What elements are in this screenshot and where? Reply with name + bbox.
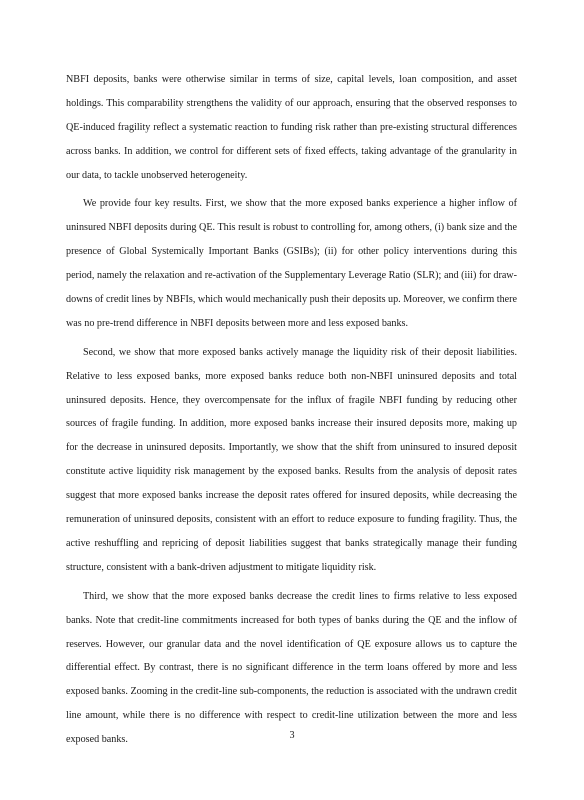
page-number: 3 <box>289 730 295 741</box>
paragraph-second-result: Second, we show that more exposed banks actively manage the liquidity risk of their deposit liabilities. Relative to less exposed banks, more exposed banks reduce both non-NBFI uninsured deposits and total uninsured deposits. Hence, they overcompensate for the influx of fragile NBFI funding by reducing other sources of fragile funding. In addition, more exposed banks increase their insured deposits more, making up for the decrease in uninsured deposits. Importantly, we show that the shift from uninsured to insured deposit constitute active liquidity risk management by the exposed banks. Results from the analysis of deposit rates suggest that more exposed banks increase the deposit rates offered for insured deposits, while decreasing the remuneration of uninsured deposits, consistent with an effort to reduce exposure to funding fragility. Thus, the active reshuffling and repricing of deposit liabilities suggest that banks strategically manage their funding structure, consistent with a bank-driven adjustment to mitigate liquidity risk. <box>66 346 517 573</box>
paragraph-continuation: NBFI deposits, banks were otherwise similar in terms of size, capital levels, loan composition, and asset holdings. This comparability strengthens the validity of our approach, ensuring that the observed responses to QE-induced fragility reflect a systematic reaction to funding risk rather than pre-existing structural differences across banks. In addition, we control for different sets of fixed effects, taking advantage of the granularity in our data, to tackle unobserved heterogeneity. <box>66 74 517 181</box>
paragraph-key-results: We provide four key results. First, we show that the more exposed banks experience a higher inflow of uninsured NBFI deposits during QE. This result is robust to controlling for, among others, (i) bank size and the presence of Global Systemically Important Banks (GSIBs); (ii) for other policy interventions during this period, namely the relaxation and re-activation of the Supplementary Leverage Ratio (SLR); and (iii) for draw-downs of credit lines by NBFIs, which would mechanically push their deposits up. Moreover, we confirm there was no pre-trend difference in NBFI deposits between more and less exposed banks. <box>66 198 517 329</box>
page-body <box>66 68 517 752</box>
paragraph-third-result: Third, we show that the more exposed banks decrease the credit lines to firms relative to less exposed banks. Note that credit-line commitments increased for both types of banks during the QE and the inflow of reserves. However, our granular data and the novel identification of QE exposure allows us to capture the differential effect. By contrast, there is no significant difference in the term loans offered by more and less exposed banks. Zooming in the credit-line sub-components, the reduction is associated with the undrawn credit line amount, while there is no difference with respect to credit-line utilization between the more and less exposed banks. <box>66 590 517 746</box>
